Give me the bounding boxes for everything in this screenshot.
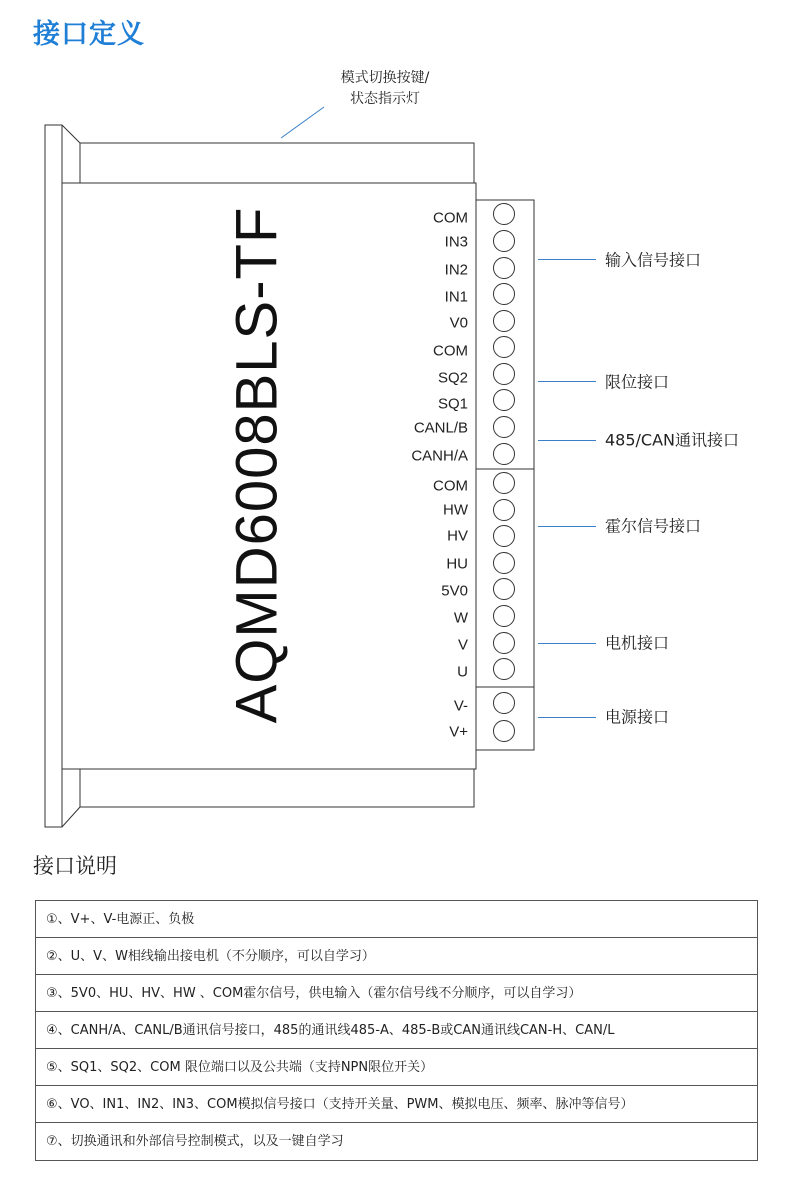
pin-label: COM xyxy=(433,477,468,495)
terminal-hole xyxy=(493,552,515,574)
callout-line: 状态指示灯 xyxy=(350,91,420,107)
terminal-hole xyxy=(493,310,515,332)
group-leader xyxy=(538,381,596,382)
table-row: ⑥、VO、IN1、IN2、IN3、COM模拟信号接口（支持开关量、PWM、模拟电压、频率、脉冲等信号） xyxy=(36,1086,757,1123)
group-leader xyxy=(538,643,596,644)
terminal-hole xyxy=(493,363,515,385)
table-row: ⑤、SQ1、SQ2、COM 限位端口以及公共端（支持NPN限位开关） xyxy=(36,1049,757,1086)
pin-label: W xyxy=(453,609,468,627)
pin-label: IN1 xyxy=(444,288,468,306)
pin-label: HW xyxy=(443,501,468,519)
pin-label: IN2 xyxy=(444,261,468,279)
group-leader xyxy=(538,440,596,441)
group-label-input: 输入信号接口 xyxy=(605,250,702,270)
section-title: 接口说明 xyxy=(33,854,117,878)
terminal-hole xyxy=(493,605,515,627)
terminal-hole xyxy=(493,443,515,465)
pin-label: COM xyxy=(433,342,468,360)
terminal-hole xyxy=(493,658,515,680)
table-row: ⑦、切换通讯和外部信号控制模式，以及一键自学习 xyxy=(46,1134,344,1149)
terminal-hole xyxy=(493,499,515,521)
terminal-hole xyxy=(493,283,515,305)
terminal-hole xyxy=(493,472,515,494)
terminal-hole xyxy=(493,257,515,279)
table-row: ②、U、V、W相线输出接电机（不分顺序，可以自学习） xyxy=(36,938,757,975)
terminal-hole xyxy=(493,525,515,547)
group-leader xyxy=(538,717,596,718)
top-cap xyxy=(80,143,474,183)
terminal-hole xyxy=(493,578,515,600)
callout-leader xyxy=(281,107,324,138)
terminal-hole xyxy=(493,230,515,252)
pin-label: V- xyxy=(453,697,468,715)
table-row: ④、CANH/A、CANL/B通讯信号接口，485的通讯线485-A、485-B或CAN通讯线CAN-H、CAN/L xyxy=(36,1012,757,1049)
pin-label: U xyxy=(457,663,468,681)
pin-label: CANL/B xyxy=(413,419,468,437)
group-label-limit: 限位接口 xyxy=(605,372,670,392)
pin-label: IN3 xyxy=(444,233,468,251)
pin-label: CANH/A xyxy=(411,447,468,465)
group-label-power: 电源接口 xyxy=(605,707,670,727)
pin-label: SQ2 xyxy=(437,369,468,387)
terminal-hole xyxy=(493,336,515,358)
bottom-cap xyxy=(80,769,474,807)
pin-label: V0 xyxy=(449,314,468,332)
table-row: ③、5V0、HU、HV、HW 、COM霍尔信号，供电输入（霍尔信号线不分顺序，可以自学习） xyxy=(36,975,757,1012)
pin-label: V+ xyxy=(449,723,468,741)
device-model: AQMD6008BLS-TF xyxy=(224,206,290,724)
group-label-motor: 电机接口 xyxy=(605,633,670,653)
group-label-comm: 485/CAN通讯接口 xyxy=(605,430,740,450)
pin-label: HU xyxy=(446,555,468,573)
page-title: 接口定义 xyxy=(33,19,145,50)
terminal-hole xyxy=(493,692,515,714)
pin-label: COM xyxy=(433,209,468,227)
terminal-hole xyxy=(493,416,515,438)
group-leader xyxy=(538,526,596,527)
terminal-hole xyxy=(493,720,515,742)
pin-label: 5V0 xyxy=(441,582,468,600)
group-leader xyxy=(538,259,596,260)
callout-line: 模式切换按键/ xyxy=(340,70,430,86)
table-row: ①、V+、V-电源正、负极 xyxy=(36,901,757,938)
description-table xyxy=(35,900,758,1161)
terminal-hole xyxy=(493,389,515,411)
terminal-hole xyxy=(493,632,515,654)
pin-label: HV xyxy=(447,527,468,545)
terminal-hole xyxy=(493,203,515,225)
group-label-hall: 霍尔信号接口 xyxy=(605,516,702,536)
pin-label: V xyxy=(457,636,468,654)
pin-label: SQ1 xyxy=(437,395,468,413)
